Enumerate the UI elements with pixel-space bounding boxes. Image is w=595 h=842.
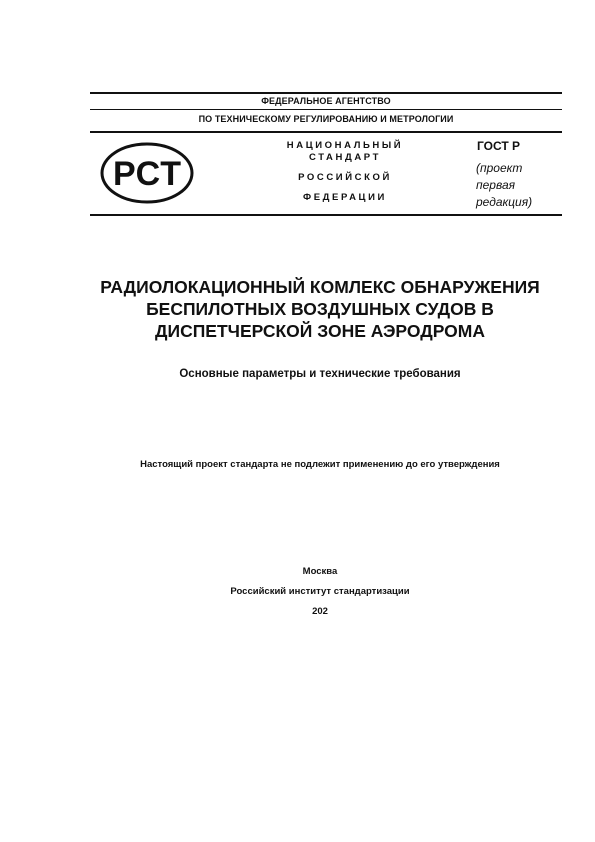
document-title-line-3: ДИСПЕТЧЕРСКОЙ ЗОНЕ АЭРОДРОМА <box>155 321 485 341</box>
agency-line-2: ПО ТЕХНИЧЕСКОМУ РЕГУЛИРОВАНИЮ И МЕТРОЛОГИИ <box>198 114 454 124</box>
draft-note-line-3: редакция) <box>476 195 533 209</box>
national-standard-line-1: НАЦИОНАЛЬНЫЙ <box>286 140 404 151</box>
header-bottom-rule <box>90 214 562 216</box>
document-title-line-1: РАДИОЛОКАЦИОННЫЙ КОМЛЕКС ОБНАРУЖЕНИЯ <box>100 277 540 297</box>
document-title-line-2: БЕСПИЛОТНЫХ ВОЗДУШНЫХ СУДОВ В <box>146 299 494 319</box>
draft-notice: Настоящий проект стандарта не подлежит применению до его утверждения <box>140 459 500 470</box>
draft-note-line-2: первая <box>476 178 516 192</box>
header-top-rule <box>90 92 562 94</box>
national-standard-line-4: ФЕДЕРАЦИИ <box>303 192 387 203</box>
imprint-publisher: Российский институт стандартизации <box>230 586 410 597</box>
document-subtitle: Основные параметры и технические требования <box>179 368 461 380</box>
draft-note-line-1: (проект <box>476 161 523 175</box>
header-mid-rule <box>90 109 562 110</box>
gost-label: ГОСТ Р <box>477 139 521 153</box>
agency-line-1: ФЕДЕРАЛЬНОЕ АГЕНТСТВО <box>261 96 391 106</box>
imprint-city: Москва <box>302 566 338 577</box>
rst-certification-logo-icon <box>100 142 194 204</box>
logo-text: PCT <box>113 155 181 193</box>
imprint-year: 202 <box>312 606 328 617</box>
header-second-rule <box>90 131 562 133</box>
national-standard-line-3: РОССИЙСКОЙ <box>298 172 392 183</box>
national-standard-line-2: СТАНДАРТ <box>309 152 381 163</box>
